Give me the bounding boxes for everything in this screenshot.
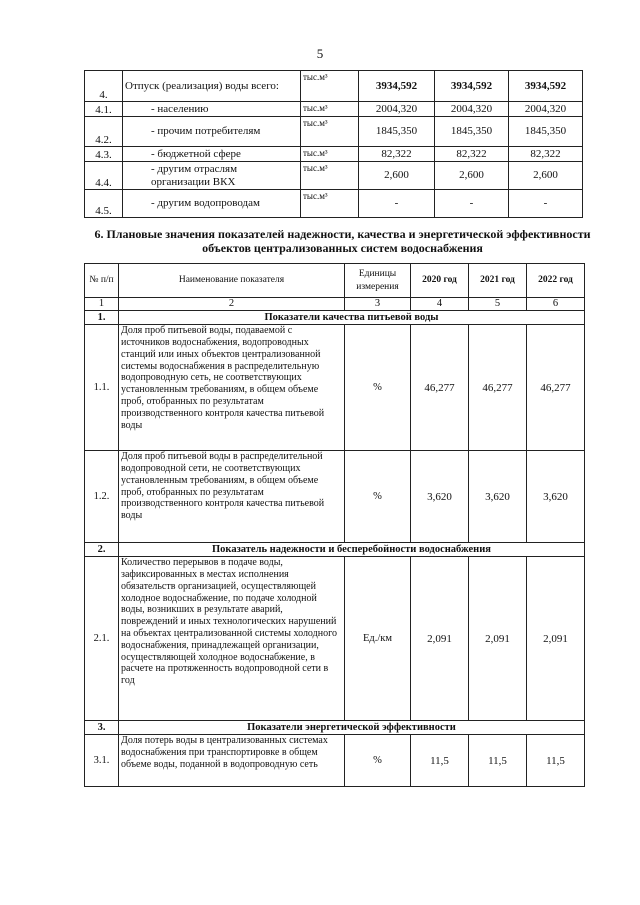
col-number: 3 [345,298,411,311]
table-row [85,147,583,162]
value-2020: 3,620 [411,451,469,543]
value-2020: 11,5 [411,735,469,787]
row-label: Отпуск (реализация) воды всего: [123,71,301,102]
row-unit: тыс.м³ [301,190,359,218]
row-number: 1.2. [85,451,119,543]
table-row [85,451,585,543]
indicator-text: Доля проб питьевой воды, подаваемой с источников водоснабжения, водопроводных станций или иных объектов централизованной системы водоснабжения в распределительную водопроводную сеть, не соответствующих установленным требованиям, в общем объеме проб, отобранных по результатам производственного контроля качества питьевой воды [119,325,345,451]
value-2022: 11,5 [527,735,585,787]
table-row [85,102,583,117]
row-number: 4.1. [85,102,123,117]
section-title: Показатели качества питьевой воды [119,311,585,325]
table-row [85,190,583,218]
section-title: Показатели энергетической эффективности [119,721,585,735]
row-unit: тыс.м³ [301,162,359,190]
section-number: 3. [85,721,119,735]
col-number: 5 [469,298,527,311]
section-number: 2. [85,543,119,557]
table-row [85,71,583,102]
value-2022: 82,322 [509,147,583,162]
row-unit: тыс.м³ [301,147,359,162]
table-row [85,162,583,190]
value-2020: 2,091 [411,557,469,721]
table-row [85,557,585,721]
row-label: - другим отраслям организации ВКХ [123,162,301,190]
value-2022: 1845,350 [509,117,583,147]
value-2020: 2,600 [359,162,435,190]
header-2021: 2021 год [469,264,527,298]
value-2021: 2,091 [469,557,527,721]
indicator-text: Доля потерь воды в централизованных системах водоснабжения при транспортировке в общем объеме воды, поданной в водопроводную сеть [119,735,345,787]
table-row [85,117,583,147]
value-2020: - [359,190,435,218]
header-row [85,264,585,298]
header-num: № п/п [85,264,119,298]
table-row [85,325,585,451]
indicator-unit: % [345,735,411,787]
row-number: 4.2. [85,117,123,147]
row-number: 4.4. [85,162,123,190]
value-2022: 3934,592 [509,71,583,102]
col-number: 4 [411,298,469,311]
row-unit: тыс.м³ [301,117,359,147]
col-number: 1 [85,298,119,311]
row-number: 2.1. [85,557,119,721]
value-2021: 2004,320 [435,102,509,117]
row-number: 4.5. [85,190,123,218]
section-row [85,311,585,325]
page-number: 5 [316,46,324,61]
value-2022: 2,091 [527,557,585,721]
value-2020: 1845,350 [359,117,435,147]
section-row [85,721,585,735]
indicator-unit: % [345,325,411,451]
value-2021: 1845,350 [435,117,509,147]
indicator-text: Количество перерывов в подаче воды, зафиксированных в местах исполнения обязательств организацией, осуществляющей холодное водоснабжение, по подаче холодной воды, возникших в результате аварий, повреждений и иных технологических нарушений на объектах централизованной системы холодного водоснабжения, принадлежащей организации, осуществляющей холодное водоснабжение, в расчете на протяженность водопроводной сети в год [119,557,345,721]
value-2021: 2,600 [435,162,509,190]
indicators-table [84,263,585,787]
indicator-unit: Ед./км [345,557,411,721]
col-number: 6 [527,298,585,311]
value-2022: - [509,190,583,218]
row-unit: тыс.м³ [301,71,359,102]
row-number: 1.1. [85,325,119,451]
value-2021: 11,5 [469,735,527,787]
section-number: 1. [85,311,119,325]
header-name: Наименование показателя [119,264,345,298]
value-2020: 2004,320 [359,102,435,117]
column-numbers-row [85,298,585,311]
header-2022: 2022 год [527,264,585,298]
indicator-text: Доля проб питьевой воды в распределительной водопроводной сети, не соответствующих установленным требованиям, в общем объеме проб, отобранных по результатам производственного контроля качества питьевой воды [119,451,345,543]
row-label: - другим водопроводам [123,190,301,218]
value-2021: 3,620 [469,451,527,543]
value-2022: 2004,320 [509,102,583,117]
value-2021: 46,277 [469,325,527,451]
value-2020: 3934,592 [359,71,435,102]
value-2020: 82,322 [359,147,435,162]
row-number: 4. [85,71,123,102]
row-label: - населению [123,102,301,117]
value-2022: 2,600 [509,162,583,190]
value-2022: 46,277 [527,325,585,451]
row-number: 3.1. [85,735,119,787]
value-2021: - [435,190,509,218]
section-title: Показатель надежности и бесперебойности водоснабжения [119,543,585,557]
indicator-unit: % [345,451,411,543]
col-number: 2 [119,298,345,311]
value-2021: 3934,592 [435,71,509,102]
section-row [85,543,585,557]
row-number: 4.3. [85,147,123,162]
value-2021: 82,322 [435,147,509,162]
header-unit: Единицы измерения [345,264,411,298]
header-2020: 2020 год [411,264,469,298]
value-2020: 46,277 [411,325,469,451]
row-label: - прочим потребителям [123,117,301,147]
section-6-title: 6. Плановые значения показателей надежности, качества и энергетической эффективности объектов централизованных систем водоснабжения [94,227,591,255]
value-2022: 3,620 [527,451,585,543]
row-unit: тыс.м³ [301,102,359,117]
table-row [85,735,585,787]
water-supply-table [84,70,583,218]
row-label: - бюджетной сфере [123,147,301,162]
